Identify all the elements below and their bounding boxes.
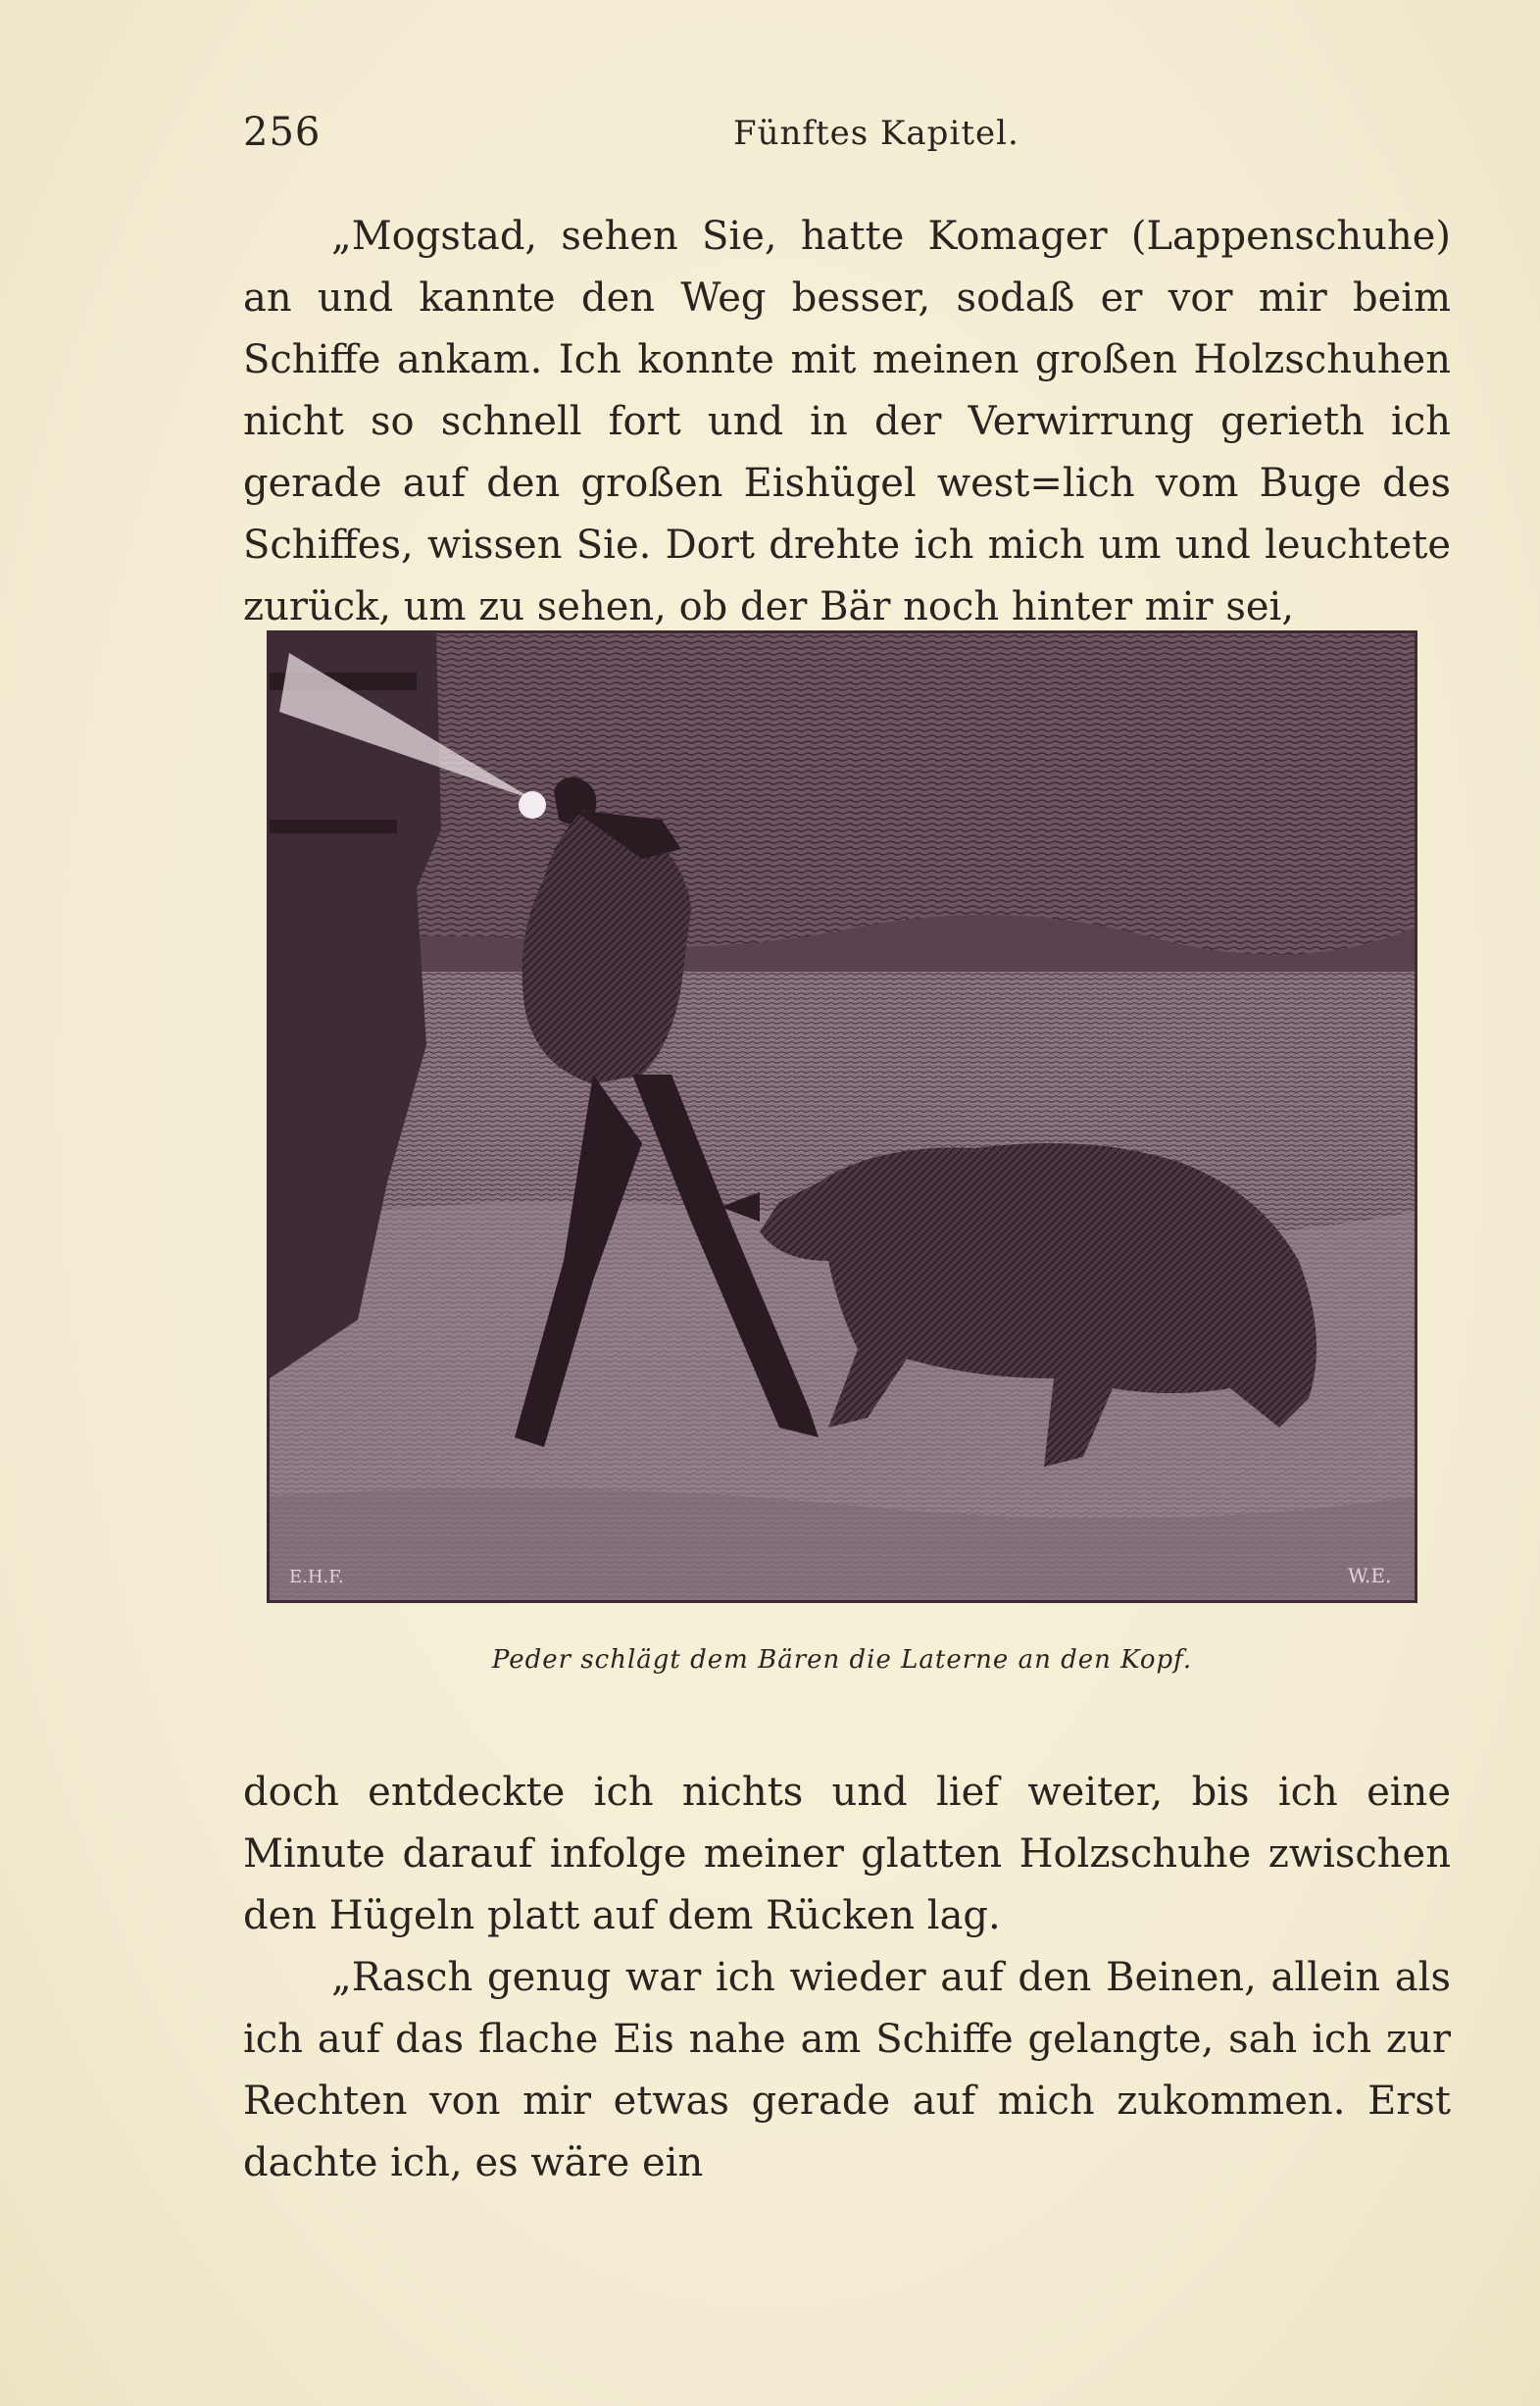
text-block-bottom [243,1762,1451,2194]
running-title: Fünftes Kapitel. [733,114,1019,153]
illustration [267,630,1417,1603]
artist-signature-right: W.E. [1348,1564,1392,1587]
sky [270,633,1415,957]
page-number: 256 [243,110,322,155]
paragraph-bottom-1: doch entdeckte ich nichts und lief weiter, bis ich eine Minute darauf infolge meiner glatten Holzschuhe zwischen den Hügeln platt auf dem Rücken lag. [243,1770,1451,1938]
paragraph-top: „Mogstad, sehen Sie, hatte Komager (Lappenschuhe) an und kannte den Weg besser, sodaß er vor mir beim Schiffe ankam. Ich konnte mit meinen großen Holzschuhen nicht so schnell fort und in der Verwirrung gerieth ich gerade auf den großen Eishügel west=lich vom Buge des Schiffes, wissen Sie. Dort drehte ich mich um und leuchtete zurück, um zu sehen, ob der Bär noch hinter mir sei, [243,214,1451,629]
artist-signature-left: E.H.F. [289,1567,344,1587]
lantern [519,791,546,819]
figure-caption: Peder schlägt dem Bären die Laterne an den Kopf. [491,1645,1193,1675]
paragraph-bottom-2: „Rasch genug war ich wieder auf den Beinen, allein als ich auf das flache Eis nahe am Schiffe gelangte, sah ich zur Rechten von mir etwas gerade auf mich zukommen. Erst dachte ich, es wäre ein [243,1955,1451,2185]
engraving-bear-scene [270,633,1415,1600]
text-block-top [243,206,1451,638]
page-header [243,110,1449,169]
